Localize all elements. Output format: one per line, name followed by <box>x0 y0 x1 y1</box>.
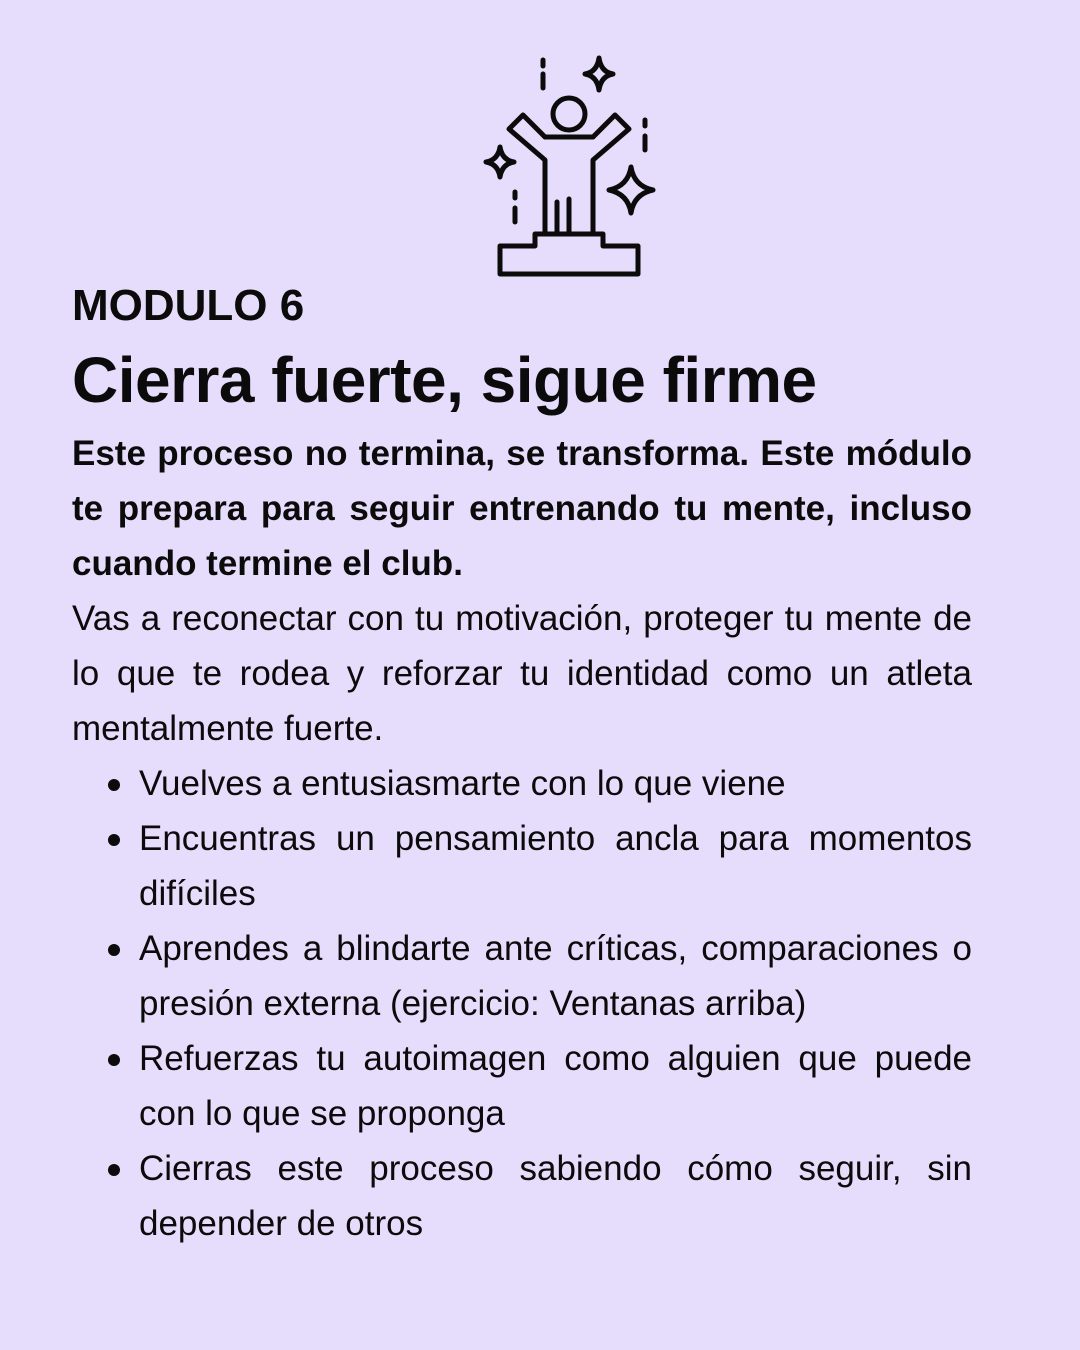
list-item: Encuentras un pensamiento ancla para momentos difíciles <box>139 811 972 921</box>
benefits-list <box>72 756 972 1251</box>
body-paragraph: Vas a reconectar con tu motivación, proteger tu mente de lo que te rodea y reforzar tu identidad como un atleta mentalmente fuerte. <box>72 599 972 748</box>
page-title: Cierra fuerte, sigue firme <box>72 344 817 416</box>
list-item: Aprendes a blindarte ante críticas, comparaciones o presión externa (ejercicio: Ventanas arriba) <box>139 921 972 1031</box>
athlete-on-podium-icon <box>475 52 665 282</box>
list-item: Vuelves a entusiasmarte con lo que viene <box>139 756 972 811</box>
lead-paragraph: Este proceso no termina, se transforma. Este módulo te prepara para seguir entrenando tu mente, incluso cuando termine el club. <box>72 434 972 583</box>
module-label: MODULO 6 <box>72 281 305 330</box>
list-item: Cierras este proceso sabiendo cómo seguir, sin depender de otros <box>139 1141 972 1251</box>
module-content <box>72 278 972 1251</box>
list-item: Refuerzas tu autoimagen como alguien que puede con lo que se proponga <box>139 1031 972 1141</box>
